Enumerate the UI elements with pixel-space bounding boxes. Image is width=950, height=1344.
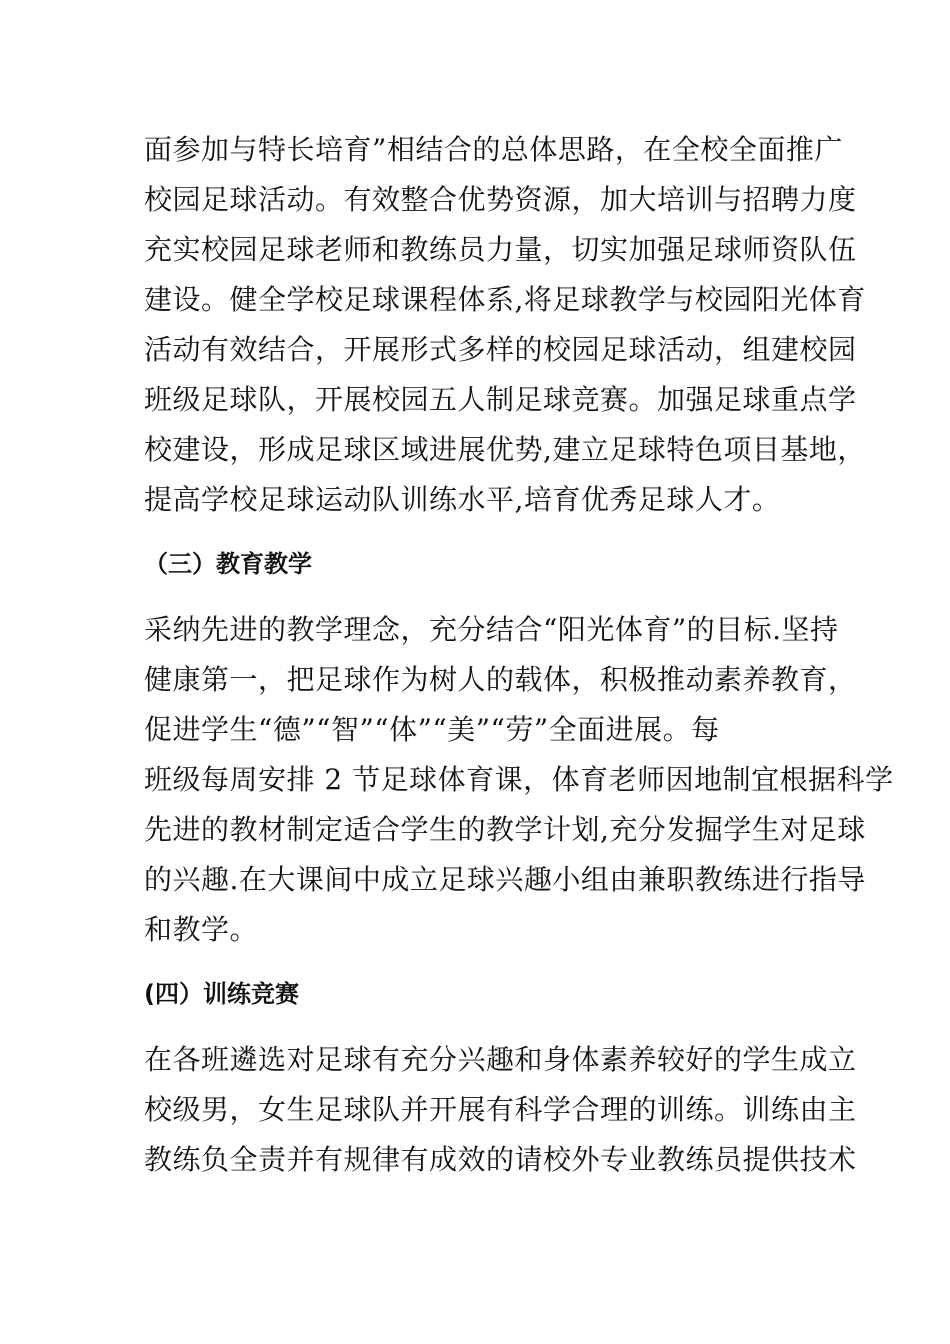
paragraph-2-line-6: 的兴趣.在大课间中成立足球兴趣小组由兼职教练进行指导: [144, 863, 866, 896]
paragraph-2-line-7: 和教学。: [144, 913, 259, 946]
paragraph-1-line-3: 充实校园足球老师和教练员力量，切实加强足球师资队伍: [144, 233, 857, 266]
paragraph-1-line-7: 校建设，形成足球区域进展优势,建立足球特色项目基地，: [144, 433, 866, 466]
paragraph-1-line-2: 校园足球活动。有效整合优势资源，加大培训与招聘力度: [144, 183, 857, 216]
paragraph-2-line-2: 健康第一，把足球作为树人的载体，积极推动素养教育，: [144, 663, 857, 696]
paragraph-3-line-1: 在各班遴选对足球有充分兴趣和身体素养较好的学生成立: [144, 1043, 857, 1076]
paragraph-2-line-3: 促进学生“德”“智”“体”“美”“劳”全面进展。每: [144, 713, 720, 746]
paragraph-1-line-6: 班级足球队，开展校园五人制足球竞赛。加强足球重点学: [144, 383, 857, 416]
paragraph-1-line-1: 面参加与特长培育”相结合的总体思路，在全校全面推广: [144, 133, 843, 166]
paragraph-2-line-1: 采纳先进的教学理念，充分结合“阳光体育”的目标.坚持: [144, 613, 839, 646]
paragraph-3-line-3: 教练负全责并有规律有成效的请校外专业教练员提供技术: [144, 1143, 857, 1176]
paragraph-2-line-5: 先进的教材制定适合学生的教学计划,充分发掘学生对足球: [144, 813, 866, 846]
paragraph-1-line-8: 提高学校足球运动队训练水平,培育优秀足球人才。: [144, 483, 781, 516]
section-heading-3: （三）教育教学: [144, 550, 312, 578]
paragraph-1-line-4: 建设。健全学校足球课程体系,将足球教学与校园阳光体育: [144, 283, 866, 316]
paragraph-1-line-5: 活动有效结合，开展形式多样的校园足球活动，组建校园: [144, 333, 857, 366]
section-heading-4: (四）训练竞赛: [144, 980, 299, 1008]
paragraph-2-line-4: 班级每周安排 2 节足球体育课，体育老师因地制宜根据科学: [144, 763, 894, 796]
paragraph-3-line-2: 校级男，女生足球队并开展有科学合理的训练。训练由主: [144, 1093, 857, 1126]
